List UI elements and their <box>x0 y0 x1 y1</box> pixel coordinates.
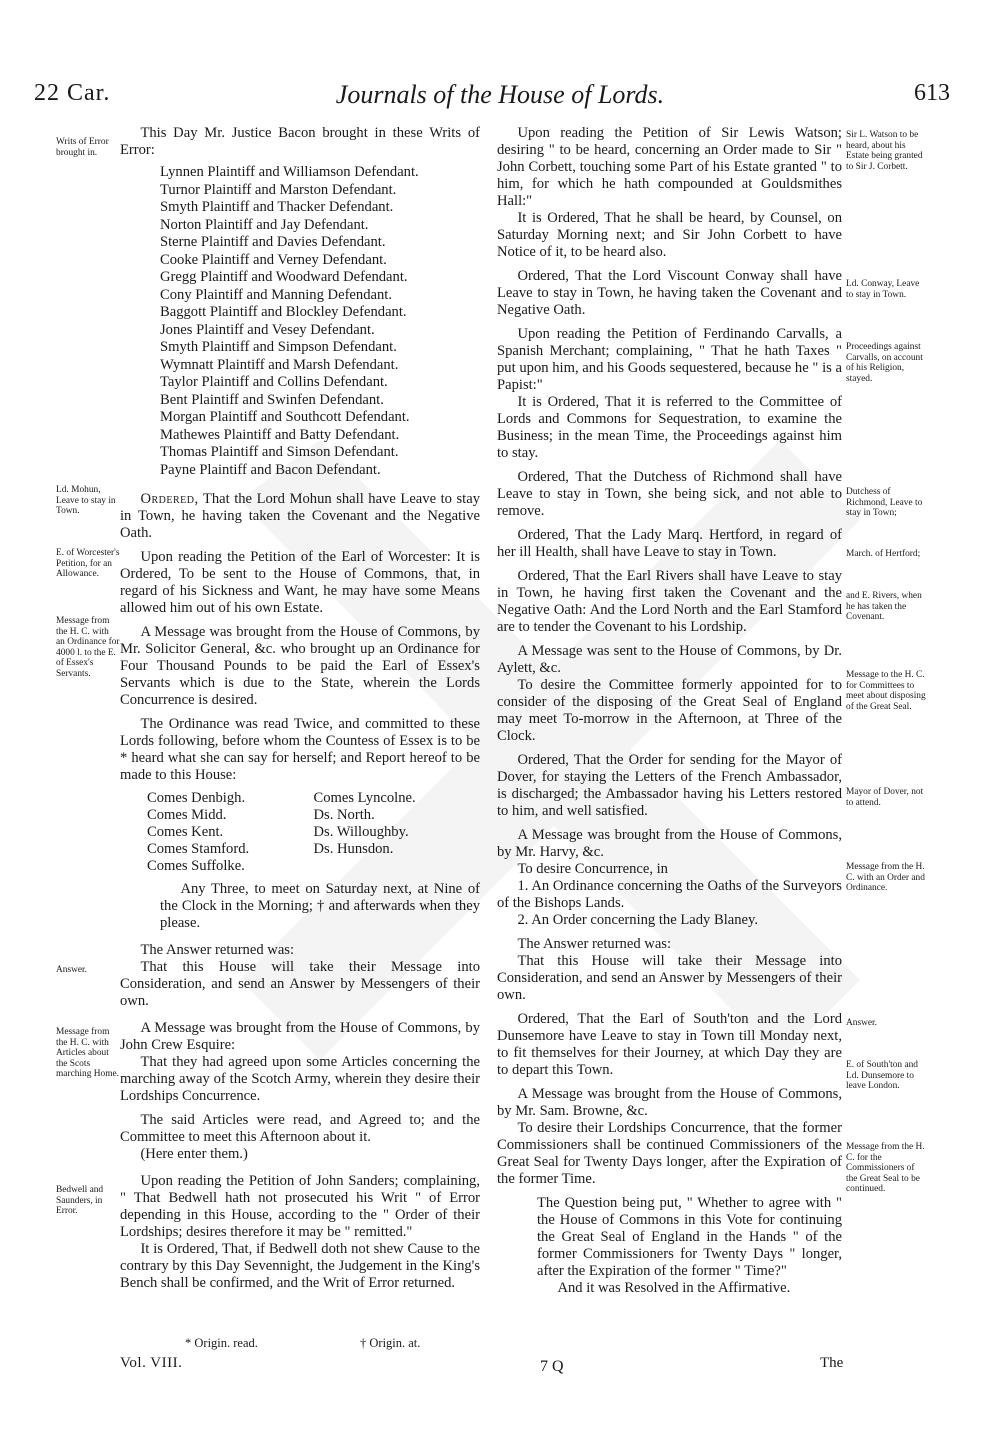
committee-member: Comes Denbigh. <box>147 790 246 806</box>
order-sanders: It is Ordered, That, if Bedwell doth not shew Cause to the contrary by this Day Sevennight, the Judgement in the King's Bench shall be confirmed, and the Writ of Error returned. <box>120 1241 480 1291</box>
list-item: Lynnen Plaintiff and Williamson Defendant. <box>160 164 419 180</box>
margin-note: Message from the H. C. with an Ordinance for 4000 l. to the E. of Essex's Servants. <box>56 616 120 679</box>
catchword: The <box>820 1355 844 1371</box>
petition-carvalls: Upon reading the Petition of Ferdinando Carvalls, a Spanish Merchant; complaining, " That he hath Taxes " put upon him, and his Goods sequestered, because he " is a Papist:" <box>497 326 842 393</box>
list-item: Sterne Plaintiff and Davies Defendant. <box>160 234 386 250</box>
left-column <box>120 125 480 1292</box>
margin-note: Writs of Error brought in. <box>56 137 109 158</box>
aylett-text: To desire the Committee formerly appointed for to consider of the disposing of the Great Seal of England may meet To-morrow in the Afternoon, at Three of the Clock. <box>497 677 842 744</box>
margin-note: Message from the H. C. with an Order and Ordinance. <box>846 862 925 893</box>
margin-note: Message to the H. C. for Committees to meet about disposing of the Great Seal. <box>846 670 926 712</box>
answer-heading: The Answer returned was: <box>517 936 672 952</box>
meeting-note: Any Three, to meet on Saturday next, at Nine of the Clock in the Morning; † and afterwards when they please. <box>160 881 480 931</box>
harvy-item: 2. An Order concerning the Lady Blaney. <box>517 912 759 928</box>
list-item: Baggott Plaintiff and Blockley Defendant. <box>160 304 407 320</box>
message-harvy: A Message was brought from the House of Commons, by Mr. Harvy, &c. <box>497 827 842 860</box>
answer-text: That this House will take their Message into Consideration, and send an Answer by Messengers of their own. <box>120 959 480 1009</box>
question-put: The Question being put, " Whether to agree with " the House of Commons in this Vote for continuing the Great Seal of England in the Hands " of the former Commissioners for Twenty Days " longer, after the Expiration of the former " Time?" <box>537 1195 842 1279</box>
list-item: Morgan Plaintiff and Southcott Defendant. <box>160 409 410 425</box>
order-southton: Ordered, That the Earl of South'ton and the Lord Dunsemore have Leave to stay in Town till Monday next, to fit themselves for their Journey, at which Day they are to depart this Town. <box>497 1011 842 1078</box>
volume-number: Vol. VIII. <box>120 1355 183 1371</box>
margin-note: E. of Worcester's Petition, for an Allowance. <box>56 548 120 579</box>
margin-note: and E. Rivers, when he has taken the Covenant. <box>846 591 922 622</box>
list-item: Payne Plaintiff and Bacon Defendant. <box>160 461 381 478</box>
message-crew: A Message was brought from the House of Commons, by John Crew Esquire: <box>120 1020 480 1053</box>
committee-column <box>147 790 314 875</box>
list-item: Smyth Plaintiff and Thacker Defendant. <box>160 199 394 215</box>
right-column <box>497 125 842 1297</box>
margin-note: E. of South'ton and Ld. Dunsemore to leave London. <box>846 1060 918 1091</box>
order-watson: It is Ordered, That he shall be heard, by Counsel, on Saturday Morning next; and Sir John Corbett to have Notice of it, to be heard also. <box>497 210 842 260</box>
message-essex: A Message was brought from the House of Commons, by Mr. Solicitor General, &c. who brought up an Ordinance for Four Thousand Pounds to be paid the Earl of Essex's Servants which is due to the State, wherein the Lords Concurrence is desired. <box>120 624 480 708</box>
list-item: Cony Plaintiff and Manning Defendant. <box>160 286 392 303</box>
articles-read: The said Articles were read, and Agreed to; and the Committee to meet this Afternoon about it. <box>120 1112 480 1145</box>
writs-intro: This Day Mr. Justice Bacon brought in these Writs of Error: <box>120 125 480 158</box>
margin-note: Sir L. Watson to be heard, about his Estate being granted to Sir J. Corbett. <box>846 130 923 172</box>
list-item: Thomas Plaintiff and Simson Defendant. <box>160 444 399 460</box>
list-item: Bent Plaintiff and Swinfen Defendant. <box>160 391 384 408</box>
petition-worcester: Upon reading the Petition of the Earl of Worcester: It is Ordered, To be sent to the House of Commons, that, in regard of his Sickness and Want, he may have some Means allowed him out of his own Estate. <box>120 549 480 616</box>
committee-member: Ds. Willoughby. <box>313 824 409 840</box>
margin-note: Ld. Conway, Leave to stay in Town. <box>846 279 920 300</box>
margin-note: Message from the H. C. with Articles about the Scots marching Home. <box>56 1027 120 1079</box>
list-item: Taylor Plaintiff and Collins Defendant. <box>160 374 388 390</box>
page-header <box>0 80 992 120</box>
crew-text: That they had agreed upon some Articles concerning the marching away of the Scotch Army, wherein they desire their Lordships Concurrence. <box>120 1054 480 1104</box>
header-page-number: 613 <box>914 80 950 106</box>
margin-note: Mayor of Dover, not to attend. <box>846 787 924 808</box>
committee-list <box>147 790 480 875</box>
committee-member: Comes Midd. <box>147 807 227 823</box>
footnote: † Origin. at. <box>360 1336 421 1350</box>
list-item: Jones Plaintiff and Vesey Defendant. <box>160 321 375 338</box>
order-carvalls: It is Ordered, That it is referred to the Committee of Lords and Commons for Sequestration, to examine the Business; in the mean Time, the Proceedings against him to stay. <box>497 394 842 461</box>
footnote: * Origin. read. <box>185 1336 258 1350</box>
list-item: Gregg Plaintiff and Woodward Defendant. <box>160 269 408 285</box>
order-text: That the Lord Mohun shall have Leave to stay in Town, he having taken the Covenant and the Negative Oath. <box>120 491 480 541</box>
ordinance-read: The Ordinance was read Twice, and committed to these Lords following, before whom the Countess of Essex is to be * heard what she can say for herself; and Report hereof to be made to this House: <box>120 716 480 783</box>
committee-member: Comes Lyncolne. <box>313 790 416 806</box>
harvy-desire: To desire Concurrence, in <box>517 861 668 877</box>
list-item: Mathewes Plaintiff and Batty Defendant. <box>160 426 400 443</box>
list-item: Turnor Plaintiff and Marston Defendant. <box>160 181 397 198</box>
committee-member: Comes Suffolke. <box>147 858 245 874</box>
order-lead: Ordered, <box>140 491 199 507</box>
margin-note: Bedwell and Saunders, in Error. <box>56 1185 104 1216</box>
header-title: Journals of the House of Lords. <box>335 80 665 109</box>
order-rivers: Ordered, That the Earl Rivers shall have Leave to stay in Town, he having first taken the Covenant and the Negative Oath: And the Lord North and the Earl Stamford are to tender the Covenant to his Lordship. <box>497 568 842 635</box>
answer-text: That this House will take their Message into Consideration, and send an Answer by Messengers of their own. <box>497 953 842 1003</box>
message-aylett: A Message was sent to the House of Commons, by Dr. Aylett, &c. <box>497 643 842 676</box>
petition-watson: Upon reading the Petition of Sir Lewis Watson; desiring " to be heard, concerning an Order made to Sir " John Corbett, touching some Part of his Estate granted " to him, for which he hath compounded at Gouldsmithes Hall:" <box>497 125 842 209</box>
list-item: Smyth Plaintiff and Simpson Defendant. <box>160 339 397 355</box>
margin-note: Dutchess of Richmond, Leave to stay in Town; <box>846 487 923 518</box>
resolution: And it was Resolved in the Affirmative. <box>557 1280 791 1296</box>
committee-member: Ds. North. <box>313 807 375 823</box>
order-mohun <box>120 491 480 542</box>
margin-note: Ld. Mohun, Leave to stay in Town. <box>56 485 116 516</box>
order-conway: Ordered, That the Lord Viscount Conway shall have Leave to stay in Town, he having taken the Covenant and Negative Oath. <box>497 268 842 318</box>
margin-note: March. of Hertford; <box>846 549 921 559</box>
signature-mark: 7 Q <box>540 1358 564 1375</box>
list-item: Wymnatt Plaintiff and Marsh Defendant. <box>160 356 399 373</box>
order-dover: Ordered, That the Order for sending for the Mayor of Dover, for staying the Letters of the French Ambassador, is discharged; the Ambassador having his Letters restored to him, and well satisfied. <box>497 752 842 819</box>
order-richmond: Ordered, That the Dutchess of Richmond shall have Leave to stay in Town, she being sick, and not able to remove. <box>497 469 842 519</box>
margin-note: Message from the H. C. for the Commissioners of the Great Seal to be continued. <box>846 1142 925 1194</box>
committee-member: Comes Kent. <box>147 824 224 840</box>
harvy-item: 1. An Ordinance concerning the Oaths of the Surveyors of the Bishops Lands. <box>497 878 842 911</box>
list-item: Norton Plaintiff and Jay Defendant. <box>160 216 369 233</box>
writs-list <box>160 164 480 479</box>
margin-note: Proceedings against Carvalls, on account of his Religion, stayed. <box>846 342 923 384</box>
order-hertford: Ordered, That the Lady Marq. Hertford, in regard of her ill Health, shall have Leave to stay in Town. <box>497 527 842 560</box>
list-item: Cooke Plaintiff and Verney Defendant. <box>160 251 387 268</box>
committee-column <box>314 790 481 875</box>
message-browne: A Message was brought from the House of Commons, by Mr. Sam. Browne, &c. <box>497 1086 842 1119</box>
margin-note: Answer. <box>846 1018 877 1028</box>
browne-text: To desire their Lordships Concurrence, that the former Commissioners shall be continued Commissioners of the Great Seal for Twenty Days longer, after the Expiration of the former Time. <box>497 1120 842 1187</box>
margin-note: Answer. <box>56 965 87 975</box>
petition-sanders: Upon reading the Petition of John Sanders; complaining, " That Bedwell hath not prosecuted his Writ " of Error depending in this House, according to the " Order of their Lordships; desires therefore it may be " remitted." <box>120 1173 480 1240</box>
header-regnal-year: 22 Car. <box>34 80 111 106</box>
answer-heading: The Answer returned was: <box>140 942 295 958</box>
committee-member: Comes Stamford. <box>147 841 250 857</box>
committee-member: Ds. Hunsdon. <box>313 841 394 857</box>
here-enter: (Here enter them.) <box>140 1146 248 1162</box>
